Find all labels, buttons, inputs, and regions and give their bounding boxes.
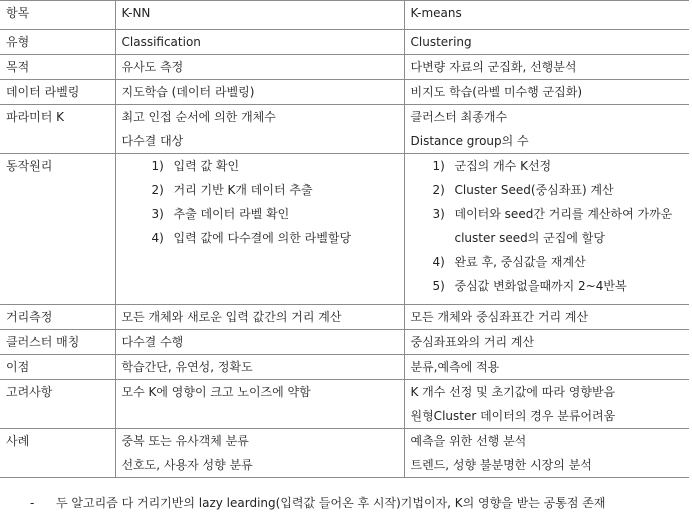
cell-line: 선호도, 사용자 성향 분류: [121, 458, 253, 472]
knn-cell: 지도학습 (데이터 라벨링): [115, 80, 404, 105]
row-purpose: [0, 55, 689, 80]
step-item: 3) 추출 데이터 라벨 확인: [151, 207, 290, 221]
footnote-text: 두 알고리즘 다 거리기반의 lazy learding(입력값 들어온 후 시작)기법이자, K의 영향을 받는 공통점 존재: [56, 496, 606, 510]
knn-cell: [115, 154, 404, 305]
row-label: 유형: [0, 30, 115, 55]
step-item: 4) 입력 값에 다수결에 의한 라벨할당: [151, 231, 352, 245]
step-item: 5) 중심값 변화없을때까지 2~4반복: [432, 279, 627, 293]
cell-line: 최고 인접 순서에 의한 개체수: [121, 110, 276, 124]
kmeans-cell: 다변량 자료의 군집화, 선행분석: [404, 55, 689, 80]
knn-steps: [122, 154, 398, 250]
row-label: 동작원리: [0, 154, 115, 305]
knn-cell: 다수결 수행: [115, 330, 404, 355]
knn-cell: [115, 429, 404, 478]
step-item: 2) Cluster Seed(중심좌표) 계산: [432, 183, 614, 197]
step-item: 2) 거리 기반 K개 데이터 추출: [151, 183, 313, 197]
step-item: 1) 군집의 개수 K선정: [432, 159, 552, 173]
kmeans-cell: Clustering: [404, 30, 689, 55]
cell-line: 클러스터 최종개수: [410, 110, 508, 124]
kmeans-cell: [404, 105, 689, 154]
cell-line: Distance group의 수: [410, 134, 529, 148]
cell-line: 중복 또는 유사객체 분류: [121, 434, 249, 448]
knn-cell: 모든 개체와 새로운 입력 값간의 거리 계산: [115, 305, 404, 330]
row-example: [0, 429, 689, 478]
cell-line: K 개수 선정 및 초기값에 따라 영향받음: [410, 385, 616, 399]
cell-line: 트렌드, 성향 불분명한 시장의 분석: [410, 458, 592, 472]
row-type: [0, 30, 689, 55]
step-item: 4) 완료 후, 중심값을 재계산: [432, 255, 586, 269]
row-distance: [0, 305, 689, 330]
header-item: 항목: [0, 1, 115, 30]
step-item: 3) 데이터와 seed간 거리를 계산하여 가까운 cluster seed의 군집에 할당: [432, 207, 673, 245]
knn-cell: 학습간단, 유연성, 정확도: [115, 355, 404, 380]
cell-line: 예측을 위한 선행 분석: [410, 434, 527, 448]
footnote-dash: -: [30, 496, 35, 510]
row-advantage: [0, 355, 689, 380]
row-label: 데이터 라벨링: [0, 80, 115, 105]
row-label: 사례: [0, 429, 115, 478]
row-label: 파라미터 K: [0, 105, 115, 154]
row-label: 이점: [0, 355, 115, 380]
knn-cell: Classification: [115, 30, 404, 55]
kmeans-cell: 모든 개체와 중심좌표간 거리 계산: [404, 305, 689, 330]
kmeans-cell: [404, 380, 689, 429]
knn-cell: 모수 K에 영향이 크고 노이즈에 약함: [115, 380, 404, 429]
row-label: 목적: [0, 55, 115, 80]
kmeans-steps: [411, 154, 684, 298]
knn-cell: [115, 105, 404, 154]
kmeans-cell: [404, 154, 689, 305]
kmeans-cell: 분류,예측에 적용: [404, 355, 689, 380]
kmeans-cell: [404, 429, 689, 478]
header-row: [0, 1, 689, 30]
kmeans-cell: 중심좌표와의 거리 계산: [404, 330, 689, 355]
kmeans-cell: 비지도 학습(라벨 미수행 군집화): [404, 80, 689, 105]
knn-cell: 유사도 측정: [115, 55, 404, 80]
row-principle: [0, 154, 689, 305]
cell-line: 원형Cluster 데이터의 경우 분류어려움: [410, 409, 616, 423]
row-matching: [0, 330, 689, 355]
row-consider: [0, 380, 689, 429]
header-kmeans: K-means: [404, 1, 689, 30]
row-label: 거리측정: [0, 305, 115, 330]
header-knn: K-NN: [115, 1, 404, 30]
step-item: 1) 입력 값 확인: [151, 159, 240, 173]
row-label: 고려사항: [0, 380, 115, 429]
row-label: 클러스터 매칭: [0, 330, 115, 355]
row-param: [0, 105, 689, 154]
footnote: [30, 494, 605, 511]
row-labeling: [0, 80, 689, 105]
cell-line: 다수결 대상: [121, 134, 184, 148]
